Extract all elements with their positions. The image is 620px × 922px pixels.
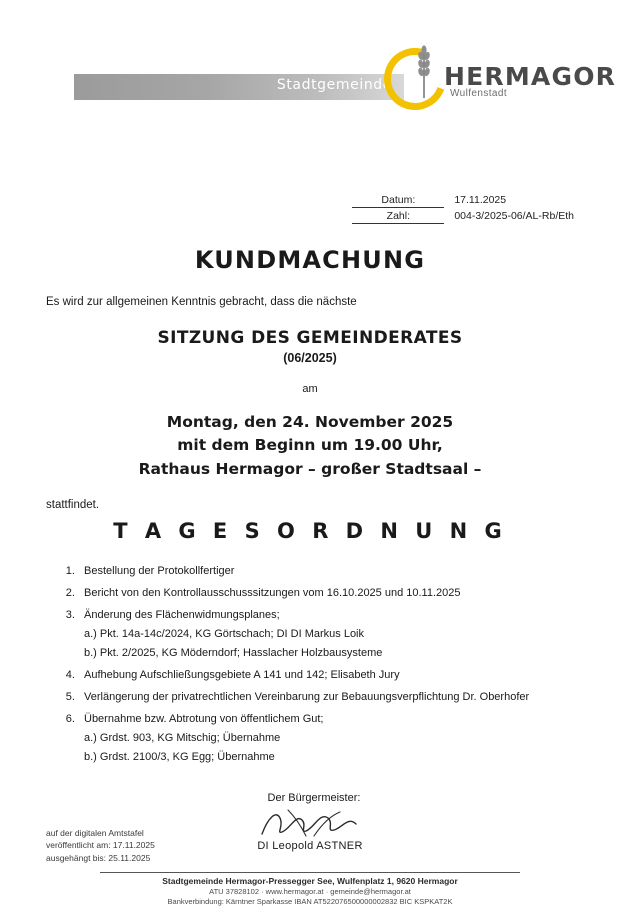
meeting-location-line: Rathaus Hermagor – großer Stadtsaal – bbox=[138, 459, 482, 478]
agenda-item bbox=[78, 711, 574, 766]
stattfindet-text: stattfindet. bbox=[46, 498, 100, 511]
footer-bank: Bankverbindung: Kärntner Sparkasse IBAN AT522076500000002832 BIC KSPKAT2K bbox=[167, 897, 453, 906]
agenda-subitem: a.) Pkt. 14a-14c/2024, KG Görtschach; DI DI Markus Loik bbox=[84, 627, 365, 640]
document-meta bbox=[352, 194, 574, 226]
am-word: am bbox=[302, 383, 318, 395]
agenda-subitem-list bbox=[84, 626, 574, 662]
number-value: 004-3/2025-06/AL-Rb/Eth bbox=[454, 210, 574, 222]
agenda-item bbox=[78, 667, 574, 684]
signature-name: DI Leopold ASTNER bbox=[257, 840, 363, 853]
footer-contact: ATU 37828102 · www.hermagor.at · gemeinde@hermagor.at bbox=[209, 887, 411, 896]
intro-text: Es wird zur allgemeinen Kenntnis gebracht, dass die nächste bbox=[46, 296, 357, 308]
agenda-item bbox=[78, 607, 574, 662]
agenda-item bbox=[78, 689, 574, 706]
agenda-heading: T A G E S O R D N U N G bbox=[113, 518, 507, 543]
municipality-name: HERMAGOR bbox=[444, 62, 617, 91]
meeting-time-line: mit dem Beginn um 19.00 Uhr, bbox=[177, 436, 443, 455]
posting-note-line3: ausgehängt bis: 25.11.2025 bbox=[46, 852, 151, 863]
agenda-item-text: 5. Verlängerung der privatrechtlichen Vereinbarung zur Bebauungsverpflichtung Dr. Oberhofer bbox=[84, 691, 530, 704]
footer-address: Stadtgemeinde Hermagor-Pressegger See, Wulfenplatz 1, 9620 Hermagor bbox=[162, 876, 458, 886]
letterhead-gradient-bar bbox=[74, 74, 404, 100]
agenda-subitem-list bbox=[84, 730, 574, 766]
meeting-number: (06/2025) bbox=[283, 351, 337, 365]
meta-row-date bbox=[352, 194, 574, 208]
agenda-item-text: 3. Änderung des Flächenwidmungsplanes; bbox=[84, 608, 280, 621]
footer-divider bbox=[100, 872, 520, 873]
meta-row-number bbox=[352, 210, 574, 224]
document-page bbox=[0, 44, 620, 922]
agenda-item-text: 6. Übernahme bzw. Abtrotung von öffentlichem Gut; bbox=[84, 713, 324, 726]
agenda-subitem: b.) Grdst. 2100/3, KG Egg; Übernahme bbox=[84, 751, 275, 764]
document-body bbox=[46, 154, 574, 852]
date-label: Datum: bbox=[352, 194, 444, 208]
agenda-item-text: 2. Bericht von den Kontrollausschusssitzungen vom 16.10.2025 und 10.11.2025 bbox=[84, 586, 461, 599]
posting-note-line1: auf der digitalen Amtstafel bbox=[46, 828, 144, 839]
letterhead-bar-label: Stadtgemeinde bbox=[276, 77, 392, 93]
agenda-item bbox=[78, 585, 574, 602]
agenda-item-text: 4. Aufhebung Aufschließungsgebiete A 141 und 142; Elisabeth Jury bbox=[84, 668, 400, 681]
date-value: 17.11.2025 bbox=[454, 194, 507, 206]
agenda-item-text: 1. Bestellung der Protokollfertiger bbox=[84, 564, 235, 577]
meeting-title: SITZUNG DES GEMEINDERATES bbox=[157, 328, 463, 348]
posting-note-line2: veröffentlicht am: 17.11.2025 bbox=[46, 840, 155, 851]
agenda-subitem: a.) Grdst. 903, KG Mitschig; Übernahme bbox=[84, 732, 281, 745]
page-title: KUNDMACHUNG bbox=[194, 246, 426, 274]
number-label: Zahl: bbox=[352, 210, 444, 224]
agenda-item bbox=[78, 563, 574, 580]
posting-notes bbox=[46, 827, 155, 864]
document-footer bbox=[0, 872, 620, 906]
letterhead bbox=[46, 44, 617, 154]
municipality-subtitle: Wulfenstadt bbox=[450, 88, 508, 99]
meeting-date-line: Montag, den 24. November 2025 bbox=[166, 413, 454, 431]
agenda-subitem: b.) Pkt. 2/2025, KG Möderndorf; Hasslacher Holzbausysteme bbox=[84, 646, 383, 659]
agenda-list bbox=[56, 563, 574, 766]
signature-role: Der Bürgermeister: bbox=[267, 792, 361, 805]
